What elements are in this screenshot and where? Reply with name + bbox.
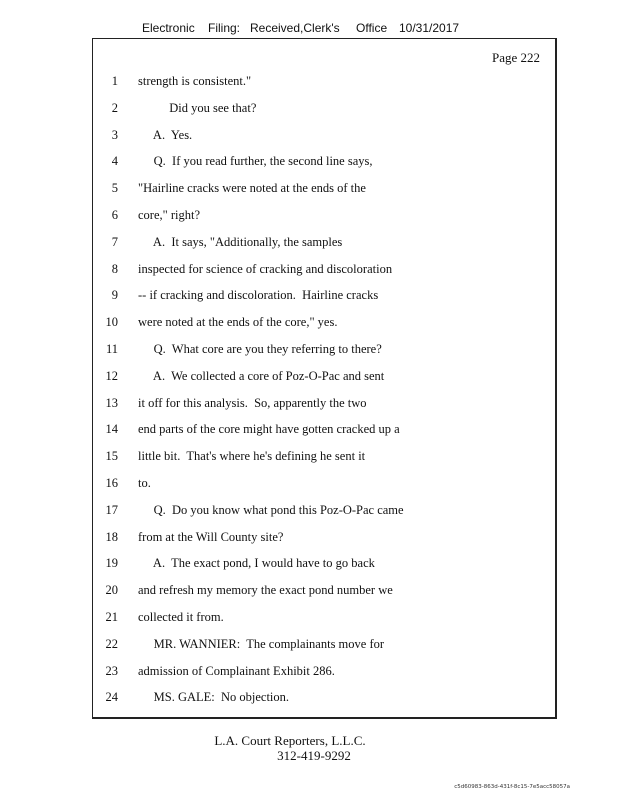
line-number: 13 bbox=[105, 395, 118, 410]
line-text: A. It says, "Additionally, the samples bbox=[138, 234, 343, 249]
transcript-line bbox=[92, 526, 552, 553]
transcript-line bbox=[92, 392, 552, 419]
transcript-line bbox=[92, 499, 552, 526]
line-text: A. The exact pond, I would have to go back bbox=[138, 556, 375, 571]
line-text: and refresh my memory the exact pond number we bbox=[138, 583, 393, 598]
transcript-line bbox=[92, 445, 552, 472]
transcript-line bbox=[92, 311, 552, 338]
footer-company: L.A. Court Reporters, L.L.C. bbox=[214, 733, 366, 748]
line-number: 21 bbox=[105, 609, 118, 624]
filing-stamp-part: Office bbox=[356, 21, 388, 35]
line-number: 17 bbox=[105, 502, 118, 517]
transcript-lines bbox=[92, 70, 552, 713]
line-text: MS. GALE: No objection. bbox=[138, 690, 290, 705]
line-text: little bit. That's where he's defining he sent it bbox=[138, 449, 366, 464]
transcript-line bbox=[92, 338, 552, 365]
transcript-line bbox=[92, 177, 552, 204]
line-text: inspected for science of cracking and discoloration bbox=[138, 261, 393, 276]
line-text: admission of Complainant Exhibit 286. bbox=[138, 663, 335, 678]
filing-stamp-part: Electronic bbox=[142, 21, 195, 35]
transcript-line bbox=[92, 579, 552, 606]
line-text: Q. What core are you they referring to there? bbox=[138, 341, 382, 356]
transcript-line bbox=[92, 552, 552, 579]
line-number: 22 bbox=[105, 636, 118, 651]
line-number: 3 bbox=[111, 127, 118, 142]
transcript-line bbox=[92, 365, 552, 392]
transcript-line bbox=[92, 258, 552, 285]
transcript-line bbox=[92, 686, 552, 713]
transcript-line bbox=[92, 472, 552, 499]
transcript-line bbox=[92, 204, 552, 231]
line-text: A. We collected a core of Poz-O-Pac and sent bbox=[138, 368, 385, 383]
line-text: "Hairline cracks were noted at the ends of the bbox=[138, 181, 366, 196]
line-number: 11 bbox=[105, 341, 118, 356]
line-text: strength is consistent." bbox=[138, 74, 252, 88]
transcript-line bbox=[92, 150, 552, 177]
line-text: to. bbox=[138, 475, 151, 490]
line-number: 8 bbox=[111, 261, 118, 276]
line-text: MR. WANNIER: The complainants move for bbox=[138, 636, 385, 651]
line-number: 15 bbox=[105, 449, 118, 464]
transcript-line bbox=[92, 97, 552, 124]
line-number: 24 bbox=[105, 690, 118, 705]
line-text: end parts of the core might have gotten cracked up a bbox=[138, 422, 400, 437]
line-number: 9 bbox=[111, 288, 118, 303]
line-number: 5 bbox=[111, 181, 118, 196]
line-number: 4 bbox=[111, 154, 118, 169]
line-number: 6 bbox=[111, 207, 118, 222]
page-number: Page 222 bbox=[491, 50, 540, 65]
transcript-line bbox=[92, 606, 552, 633]
line-number: 20 bbox=[105, 583, 118, 598]
line-text: -- if cracking and discoloration. Hairline cracks bbox=[138, 288, 379, 303]
filing-stamp-date: 10/31/2017 bbox=[399, 21, 460, 35]
transcript-line bbox=[92, 284, 552, 311]
line-text: collected it from. bbox=[138, 609, 224, 624]
line-text: from at the Will County site? bbox=[138, 529, 284, 544]
line-number: 7 bbox=[111, 234, 118, 249]
filing-stamp-part: Received,Clerk's bbox=[250, 21, 340, 35]
transcript-line bbox=[92, 231, 552, 258]
transcript-line bbox=[92, 70, 552, 97]
filing-stamp-part: Filing: bbox=[208, 21, 241, 35]
transcript-line bbox=[92, 660, 552, 687]
line-text: it off for this analysis. So, apparently the two bbox=[138, 395, 367, 410]
footer-phone: 312-419-9292 bbox=[277, 748, 351, 763]
transcript-line bbox=[92, 418, 552, 445]
line-text: Q. Do you know what pond this Poz-O-Pac came bbox=[138, 502, 404, 517]
line-number: 18 bbox=[105, 529, 118, 544]
line-text: A. Yes. bbox=[138, 127, 193, 142]
line-text: core," right? bbox=[138, 207, 201, 222]
line-number: 2 bbox=[111, 100, 118, 115]
line-number: 16 bbox=[105, 475, 118, 490]
line-text: Q. If you read further, the second line says, bbox=[138, 154, 373, 169]
line-number: 14 bbox=[105, 422, 118, 437]
line-number: 1 bbox=[111, 74, 118, 88]
line-text: were noted at the ends of the core," yes. bbox=[138, 315, 338, 330]
line-number: 19 bbox=[105, 556, 118, 571]
document-id: c5d60983-863d-431f-8c15-7e5acc58057a bbox=[454, 784, 570, 790]
line-number: 12 bbox=[105, 368, 118, 383]
transcript-line bbox=[92, 124, 552, 151]
line-number: 23 bbox=[105, 663, 118, 678]
line-number: 10 bbox=[105, 315, 118, 330]
line-text: Did you see that? bbox=[138, 100, 257, 115]
transcript-line bbox=[92, 633, 552, 660]
filing-stamp-header bbox=[142, 21, 472, 37]
